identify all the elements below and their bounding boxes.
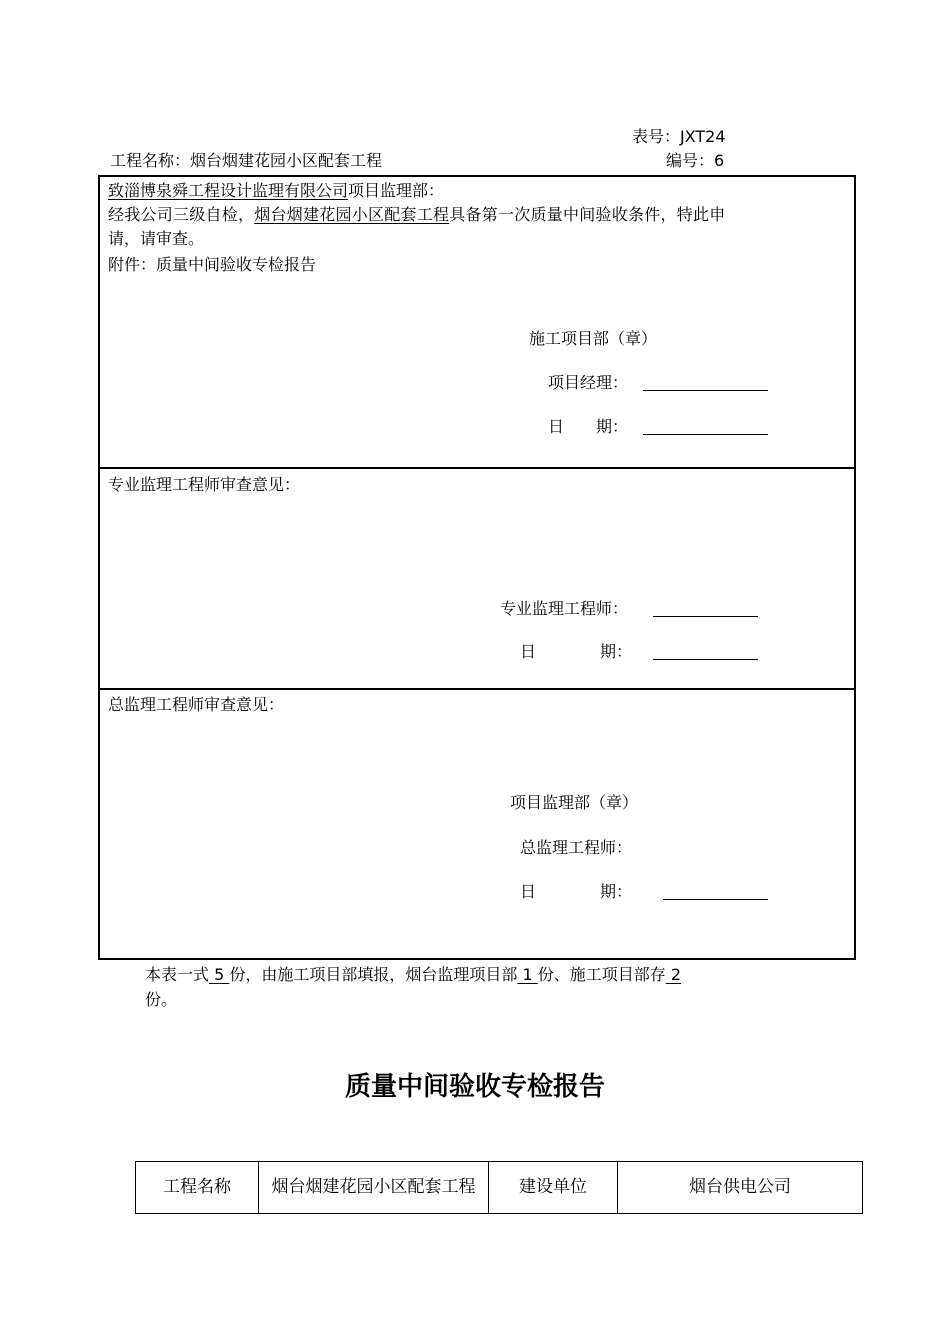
specialist-engineer-signature-field[interactable] — [653, 600, 758, 617]
section1-date-field[interactable] — [643, 418, 768, 435]
note-copies-construction: 2 — [665, 965, 682, 984]
inspection-form-frame — [98, 175, 856, 960]
project-name-value-cell: 烟台烟建花园小区配套工程 — [259, 1162, 489, 1214]
section3-date-label: 日 期： — [520, 882, 633, 901]
construction-dept-stamp: 施工项目部（章） — [529, 329, 658, 348]
note-copies-supervision: 1 — [517, 965, 538, 984]
addressee-line — [108, 181, 444, 201]
form-number: 表号：JXT24 — [632, 127, 726, 146]
application-project-name: 烟台烟建花园小区配套工程 — [254, 205, 450, 224]
project-name-header: 工程名称：烟台烟建花园小区配套工程 — [110, 151, 383, 170]
chief-engineer-label: 总监理工程师： — [520, 838, 633, 857]
section-divider-1 — [98, 467, 856, 469]
section1-date-label: 日 期： — [548, 417, 629, 436]
report-title: 质量中间验收专检报告 — [344, 1072, 605, 1102]
table-row — [136, 1162, 863, 1214]
section3-date-field[interactable] — [663, 883, 768, 900]
section-divider-2 — [98, 688, 856, 690]
note-copies-total: 5 — [209, 965, 230, 984]
project-manager-label: 项目经理： — [548, 373, 629, 392]
section2-date-field[interactable] — [653, 643, 758, 660]
addressee-tail: 项目监理部： — [348, 181, 445, 200]
specialist-review-heading: 专业监理工程师审查意见： — [108, 475, 301, 494]
application-text-head: 经我公司三级自检， — [108, 205, 255, 224]
supervision-company: 致淄博泉舜工程设计监理有限公司 — [108, 181, 349, 200]
application-text-tail: 具备第一次质量中间验收条件，特此申 — [449, 205, 726, 224]
project-name-label-cell: 工程名称 — [136, 1162, 259, 1214]
application-text-line-2: 请，请审查。 — [108, 229, 205, 248]
project-manager-signature-field[interactable] — [643, 374, 768, 391]
serial-number: 编号：6 — [666, 151, 725, 170]
supervision-dept-stamp: 项目监理部（章） — [510, 793, 639, 812]
application-text-line-1 — [108, 205, 726, 225]
attachment-line: 附件：质量中间验收专检报告 — [108, 255, 317, 274]
chief-review-heading: 总监理工程师审查意见： — [108, 695, 285, 714]
note-text-2: 份，由施工项目部填报，烟台监理项目部 — [229, 965, 518, 984]
distribution-note-end: 份。 — [145, 990, 178, 1009]
note-text-3: 份、施工项目部存 — [537, 965, 666, 984]
section2-date-label: 日 期： — [520, 642, 633, 661]
note-text-1: 本表一式 — [145, 965, 210, 984]
owner-label-cell: 建设单位 — [489, 1162, 618, 1214]
distribution-note — [145, 965, 681, 985]
owner-value-cell: 烟台供电公司 — [618, 1162, 863, 1214]
specialist-engineer-label: 专业监理工程师： — [500, 599, 629, 618]
report-info-table — [135, 1161, 863, 1214]
